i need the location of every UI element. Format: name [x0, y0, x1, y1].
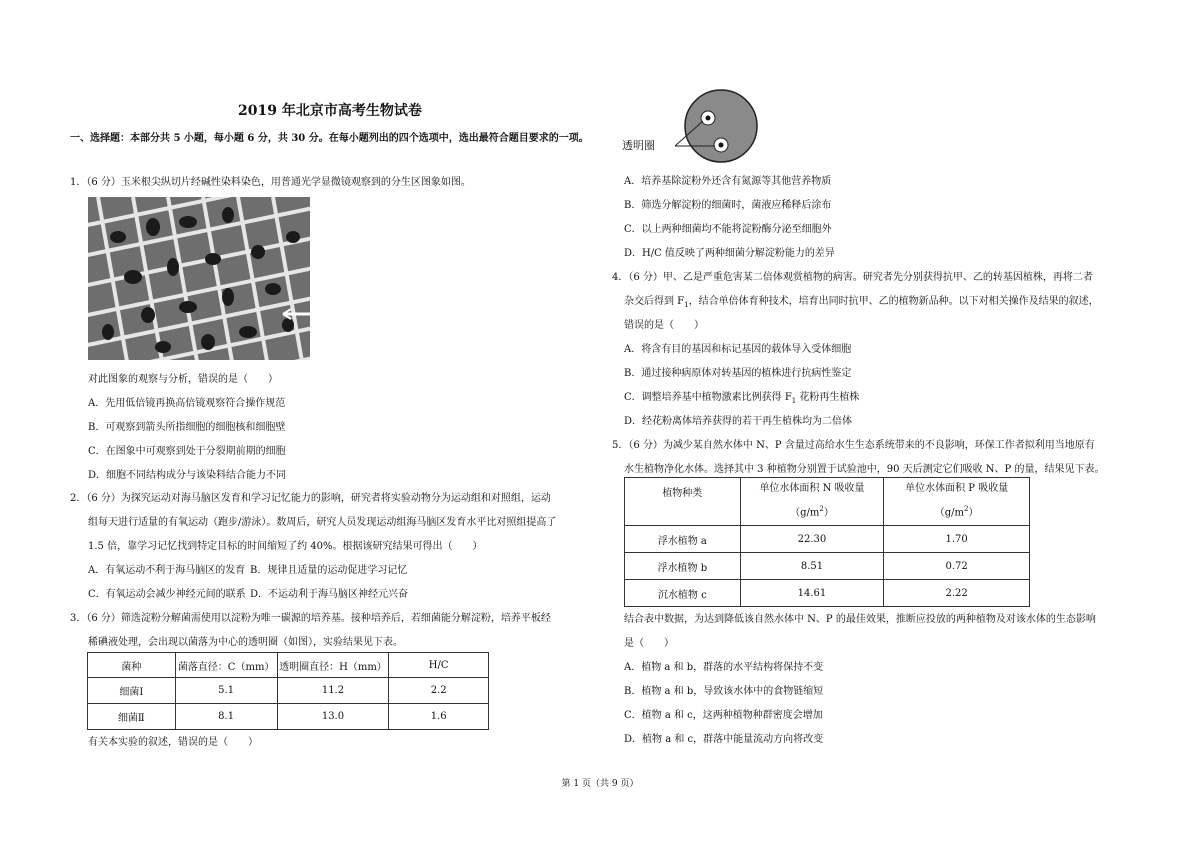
table-header-cell: 植物种类 — [625, 478, 741, 526]
table-header-cell: 单位水体面积 N 吸收量 $(g/m^2)$ — [740, 478, 884, 526]
table-header-cell: 菌落直径：C（mm） — [175, 653, 277, 678]
q4-line-2: 杂交后得到 $F_1$，结合单倍体育种技术，培育出同时抗甲、乙的植物新品种。以下对相关操作及结果的叙述， — [624, 296, 1099, 309]
q3-prompt: 有关本实验的叙述，错误的是（ ） — [88, 737, 258, 748]
table-cell: 浮水植物 b — [625, 553, 741, 580]
table-header-row — [88, 653, 489, 678]
q4-line-3: 错误的是（ ） — [624, 320, 704, 331]
q2-line-2: 组每天进行适量的有氧运动（跑步/游泳）。数周后，研究人员发现运动组海马脑区发育水平比对照组提高了 — [88, 517, 557, 528]
table-cell: 细菌Ⅰ — [88, 678, 176, 704]
table-cell: 1.6 — [389, 704, 489, 730]
table-cell: 浮水植物 a — [625, 526, 741, 553]
document-title: 2019 年北京市高考生物试卷 — [238, 103, 422, 119]
table-row — [625, 553, 1030, 580]
q5-option-d: D．植物 a 和 c，群落中能量流动方向将改变 — [624, 734, 824, 745]
q5-option-b: B．植物 a 和 b，导致该水体中的食物链缩短 — [624, 686, 824, 697]
figure-label: 透明圈 — [622, 139, 655, 152]
table-row — [88, 678, 489, 704]
q5-option-a: A．植物 a 和 b，群落的水平结构将保持不变 — [624, 662, 824, 673]
q1-prompt: 对此图象的观察与分析，错误的是（ ） — [88, 374, 278, 385]
q5-line-1: 5．（6 分）为减少某自然水体中 N、P 含量过高给水生生态系统带来的不良影响，环保工作者拟利用当地原有 — [612, 440, 1095, 451]
table-cell: 2.22 — [884, 580, 1030, 607]
q4-option-b: B．通过接种病原体对转基因的植株进行抗病性鉴定 — [624, 368, 852, 379]
table-cell: 8.51 — [740, 553, 884, 580]
q5-option-c: C．植物 a 和 c，这两种植物种群密度会增加 — [624, 710, 823, 721]
q5-after-2: 是（ ） — [624, 638, 674, 649]
table-header-cell: H/C — [389, 653, 489, 678]
q2-option-a: A．有氧运动不利于海马脑区的发育 — [88, 565, 246, 576]
table-header-cell: 透明圈直径：H（mm） — [277, 653, 389, 678]
q1-option-b: B．可观察到箭头所指细胞的细胞核和细胞壁 — [88, 422, 286, 433]
q2-option-d: D．不运动利于海马脑区神经元兴奋 — [250, 589, 409, 600]
table-cell: 14.61 — [740, 580, 884, 607]
table-cell: 2.2 — [389, 678, 489, 704]
table-cell: 11.2 — [277, 678, 389, 704]
q2-option-b: B．规律且适量的运动促进学习记忆 — [250, 565, 408, 576]
q5-table — [624, 477, 1030, 607]
petri-dish-figure — [620, 88, 760, 166]
q1-option-d: D．细胞不同结构成分与该染料结合能力不同 — [88, 470, 287, 481]
q3-option-a: A．培养基除淀粉外还含有氮源等其他营养物质 — [624, 176, 832, 187]
q1-micrograph — [88, 197, 310, 360]
table-header-cell: 菌种 — [88, 653, 176, 678]
q1-option-c: C．在图象中可观察到处于分裂期前期的细胞 — [88, 446, 286, 457]
q4-line-1: 4．（6 分）甲、乙是严重危害某二倍体观赏植物的病害。研究者先分别获得抗甲、乙的转基因植株，再将二者 — [612, 272, 1093, 283]
table-row — [625, 580, 1030, 607]
table-row — [625, 526, 1030, 553]
q2-option-c: C．有氧运动会减少神经元间的联系 — [88, 589, 246, 600]
table-cell: 0.72 — [884, 553, 1030, 580]
q5-after-1: 结合表中数据，为达到降低该自然水体中 N、P 的最佳效果，推断应投放的两种植物及对该水体的生态影响 — [624, 614, 1096, 625]
q5-line-2: 水生植物净化水体。选择其中 3 种植物分别置于试验池中，90 天后测定它们吸收 N、P 的量，结果见下表。 — [624, 464, 1105, 475]
table-row — [88, 704, 489, 730]
q3-option-b: B．筛选分解淀粉的细菌时，菌液应稀释后涂布 — [624, 200, 832, 211]
table-cell: 细菌Ⅱ — [88, 704, 176, 730]
page-footer: 第 1 页（共 9 页） — [561, 779, 639, 789]
q4-option-c: C．调整培养基中植物激素比例获得 $F_1$ 花粉再生植株 — [624, 392, 860, 405]
q3-option-d: D．H/C 值反映了两种细菌分解淀粉能力的差异 — [624, 248, 835, 259]
q3-line-2: 稀碘液处理，会出现以菌落为中心的透明圈（如图），实验结果见下表。 — [88, 637, 403, 648]
q4-option-d: D．经花粉离体培养获得的若干再生植株均为二倍体 — [624, 416, 853, 427]
q3-table — [87, 652, 489, 730]
table-cell: 22.30 — [740, 526, 884, 553]
q4-option-a: A．将含有目的基因和标记基因的载体导入受体细胞 — [624, 344, 852, 355]
table-header-row — [625, 478, 1030, 526]
table-cell: 8.1 — [175, 704, 277, 730]
table-header-cell: 单位水体面积 P 吸收量 $(g/m^2)$ — [884, 478, 1030, 526]
q2-line-1: 2．（6 分）为探究运动对海马脑区发育和学习记忆能力的影响，研究者将实验动物分为运动组和对照组，运动 — [70, 493, 551, 504]
micrograph-image — [88, 197, 310, 360]
section-heading: 一、选择题：本部分共 5 小题，每小题 6 分，共 30 分。在每小题列出的四个选项中，选出最符合题目要求的一项。 — [70, 133, 589, 144]
q2-line-3: 1.5 倍，靠学习记忆找到特定目标的时间缩短了约 40%。根据该研究结果可得出（ ） — [88, 541, 483, 552]
table-cell: 5.1 — [175, 678, 277, 704]
table-cell: 13.0 — [277, 704, 389, 730]
q3-option-c: C．以上两种细菌均不能将淀粉酶分泌至细胞外 — [624, 224, 832, 235]
table-cell: 沉水植物 c — [625, 580, 741, 607]
table-cell: 1.70 — [884, 526, 1030, 553]
q3-line-1: 3．（6 分）筛选淀粉分解菌需使用以淀粉为唯一碳源的培养基。接种培养后，若细菌能分解淀粉，培养平板经 — [70, 613, 551, 624]
q1-option-a: A．先用低倍镜再换高倍镜观察符合操作规范 — [88, 398, 286, 409]
q1-stem: 1．（6 分）玉米根尖纵切片经碱性染料染色，用普通光学显微镜观察到的分生区图象如图。 — [70, 177, 471, 188]
